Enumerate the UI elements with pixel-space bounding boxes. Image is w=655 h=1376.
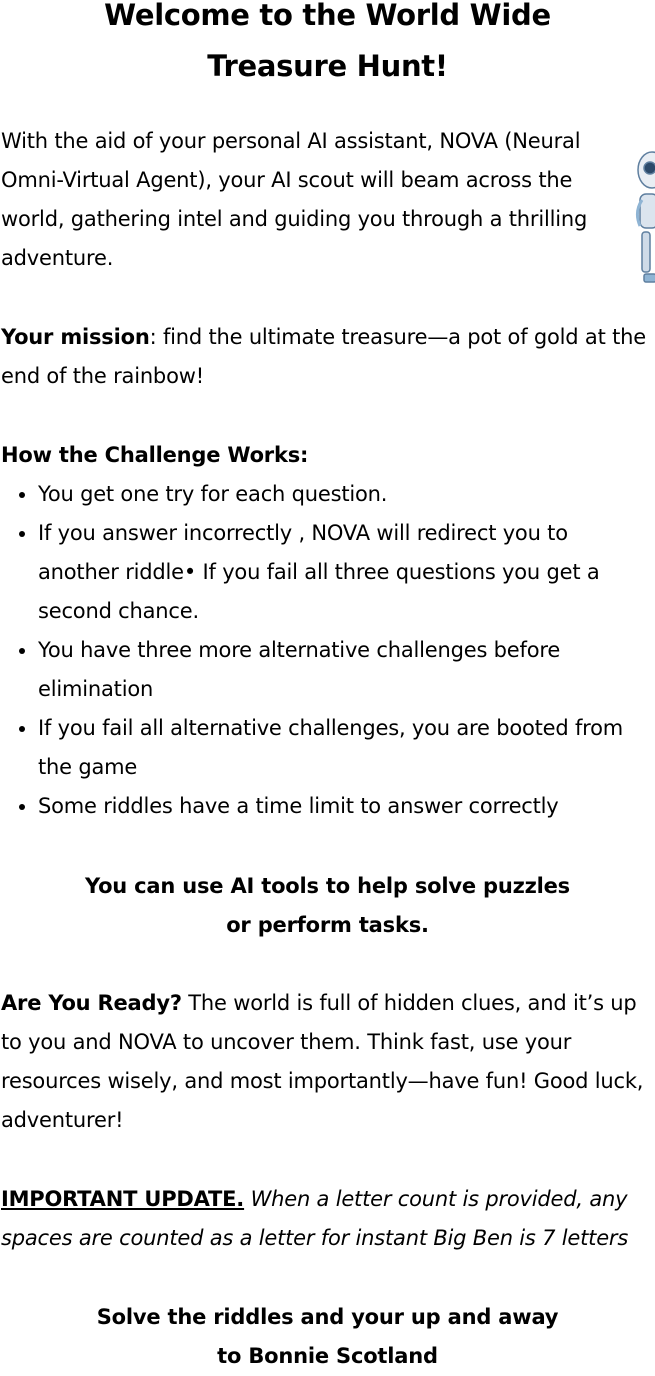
ai-tools-note-line1: You can use AI tools to help solve puzzles — [85, 874, 570, 898]
rule-item: • You have three more alternative challenges before elimination — [38, 631, 652, 709]
mission-paragraph — [1, 318, 653, 396]
mission-text: : find the ultimate treasure—a pot of gold at the end of the rainbow! — [1, 325, 646, 388]
closing-line2: to Bonnie Scotland — [217, 1344, 438, 1368]
intro-paragraph: With the aid of your personal AI assistant, NOVA (Neural Omni-Virtual Agent), your AI scout will beam across the world, gathering intel and guiding you through a thrilling adventure. — [1, 129, 588, 270]
rule-item: • Some riddles have a time limit to answer correctly — [38, 787, 652, 826]
rules-list — [0, 475, 652, 826]
closing-line1: Solve the riddles and your up and away — [96, 1305, 559, 1329]
important-update — [1, 1180, 653, 1258]
challenge-heading: How the Challenge Works: — [1, 443, 309, 467]
update-label: IMPORTANT UPDATE. — [1, 1187, 245, 1211]
rule-item: • You get one try for each question. — [38, 475, 652, 514]
mission-label: Your mission — [1, 325, 150, 349]
ai-tools-note-line2: or perform tasks. — [226, 913, 429, 937]
rule-item: • If you fail all alternative challenges, you are booted from the game — [38, 709, 652, 787]
robot-icon — [630, 142, 655, 302]
ready-text: The world is full of hidden clues, and it’s up to you and NOVA to uncover them. Think fast, use your resources wisely, and most importantly—have fun! Good luck, adventurer! — [1, 991, 644, 1132]
rule-item: • If you answer incorrectly , NOVA will redirect you to another riddle• If you fail all three questions you get a second chance. — [38, 514, 652, 631]
ready-paragraph — [1, 984, 653, 1140]
page-title-line1: Welcome to the World Wide — [104, 0, 551, 32]
update-text: When a letter count is provided, any spaces are counted as a letter for instant Big Ben is 7 letters — [1, 1187, 629, 1250]
ready-label: Are You Ready? — [1, 991, 182, 1015]
page-title-line2: Treasure Hunt! — [207, 49, 448, 83]
